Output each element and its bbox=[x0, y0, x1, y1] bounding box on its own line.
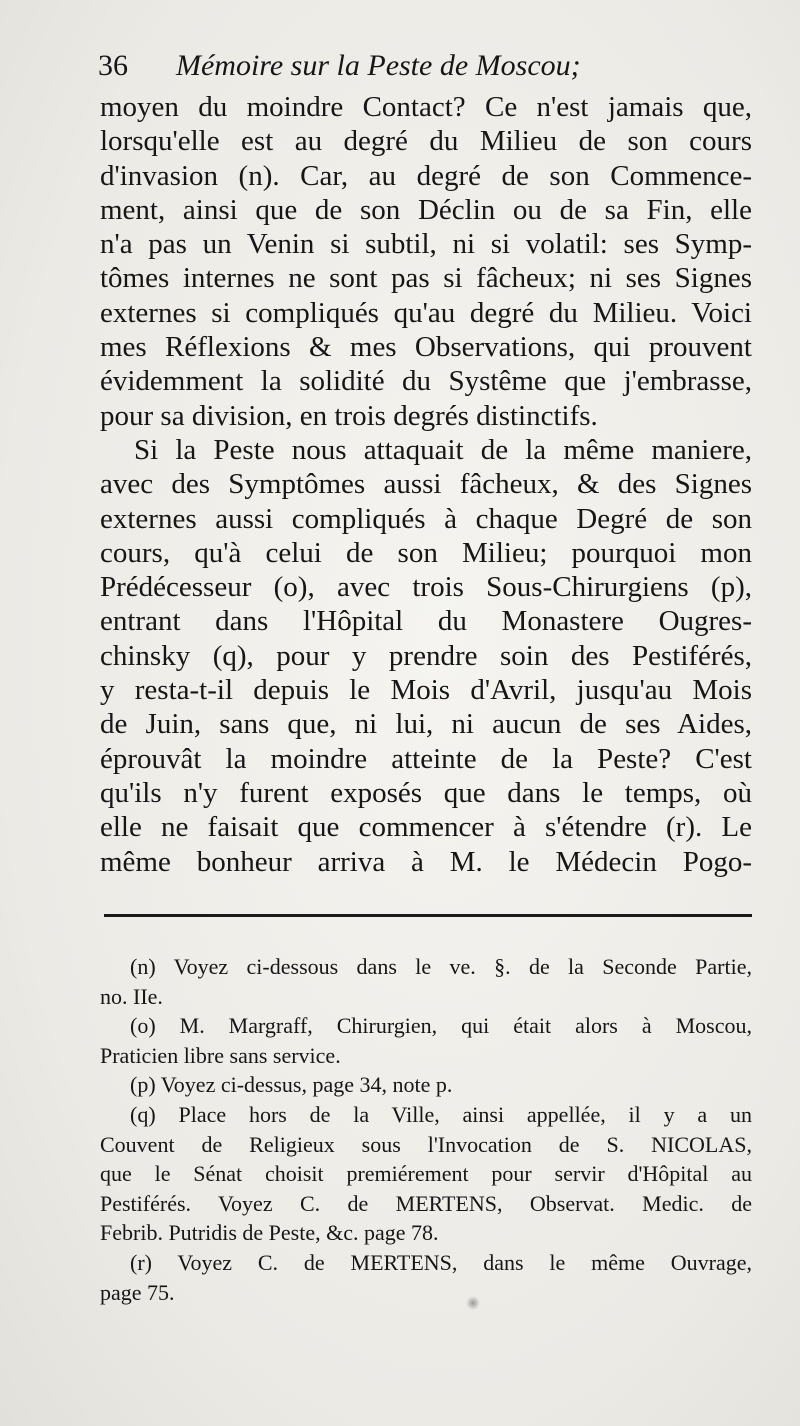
page-number: 36 bbox=[98, 49, 128, 82]
paper-speck bbox=[466, 1296, 480, 1310]
text-line: avec des Symptômes aussi fâcheux, & des Signes bbox=[100, 468, 752, 501]
footnote-line: Pestiférés. Voyez C. de MERTENS, Observat. Medic. de bbox=[100, 1190, 752, 1216]
text-line: évidemment la solidité du Systême que j'embrasse, bbox=[100, 365, 752, 398]
text-line: externes aussi compliqués à chaque Degré de son bbox=[100, 502, 752, 535]
footnote-line: que le Sénat choisit premiérement pour servir d'Hôpital au bbox=[100, 1161, 752, 1187]
main-text bbox=[100, 90, 752, 879]
footnote-rule bbox=[104, 914, 752, 917]
text-line: même bonheur arriva à M. le Médecin Pogo- bbox=[100, 845, 752, 878]
running-title: Mémoire sur la Peste de Moscou; bbox=[176, 49, 581, 82]
text-line: tômes internes ne sont pas si fâcheux; ni ses Signes bbox=[100, 262, 752, 295]
footnote-line: (q) Place hors de la Ville, ainsi appellée, il y a un bbox=[130, 1101, 752, 1127]
text-line: d'invasion (n). Car, au degré de son Commence- bbox=[100, 159, 752, 192]
text-line: de Juin, sans que, ni lui, ni aucun de ses Aides, bbox=[100, 708, 752, 741]
footnote-line: (o) M. Margraff, Chirurgien, qui était alors à Moscou, bbox=[130, 1013, 752, 1039]
text-line: Prédécesseur (o), avec trois Sous-Chirurgiens (p), bbox=[100, 571, 752, 604]
footnote-line: (n) Voyez ci-dessous dans le ve. §. de la Seconde Partie, bbox=[130, 954, 752, 979]
footnote-line: Praticien libre sans service. bbox=[100, 1042, 341, 1068]
text-line: lorsqu'elle est au degré du Milieu de son cours bbox=[100, 125, 752, 158]
text-line: éprouvât la moindre atteinte de la Peste? C'est bbox=[100, 742, 752, 775]
footnote-line: no. IIe. bbox=[100, 983, 163, 1009]
text-line: Si la Peste nous attaquait de la même maniere, bbox=[134, 433, 752, 466]
running-header bbox=[98, 44, 658, 88]
text-line: cours, qu'à celui de son Milieu; pourquoi mon bbox=[100, 536, 752, 569]
text-line: chinsky (q), pour y prendre soin des Pestiférés, bbox=[100, 639, 752, 672]
footnote-line: page 75. bbox=[100, 1279, 175, 1305]
footnote-line: (r) Voyez C. de MERTENS, dans le même Ouvrage, bbox=[130, 1249, 752, 1275]
text-line: n'a pas un Venin si subtil, ni si volatil: ses Symp- bbox=[100, 228, 752, 261]
text-line: y resta-t-il depuis le Mois d'Avril, jusqu'au Mois bbox=[100, 674, 752, 707]
footnote-line: Febrib. Putridis de Peste, &c. page 78. bbox=[100, 1220, 439, 1246]
text-line: externes si compliqués qu'au degré du Milieu. Voici bbox=[100, 296, 752, 329]
text-line: entrant dans l'Hôpital du Monastere Ougres- bbox=[100, 605, 752, 638]
footnote-line: (p) Voyez ci-dessus, page 34, note p. bbox=[130, 1072, 453, 1098]
text-line: qu'ils n'y furent exposés que dans le temps, où bbox=[100, 776, 752, 809]
footnote-line: Couvent de Religieux sous l'Invocation de S. NICOLAS, bbox=[100, 1131, 752, 1157]
footnotes bbox=[100, 952, 752, 1307]
text-line: elle ne faisait que commencer à s'étendre (r). Le bbox=[100, 811, 752, 844]
text-line: moyen du moindre Contact? Ce n'est jamais que, bbox=[100, 91, 752, 123]
text-line: ment, ainsi que de son Déclin ou de sa Fin, elle bbox=[100, 193, 752, 226]
text-line: mes Réflexions & mes Observations, qui prouvent bbox=[100, 331, 752, 364]
text-line: pour sa division, en trois degrés distinctifs. bbox=[100, 399, 598, 432]
